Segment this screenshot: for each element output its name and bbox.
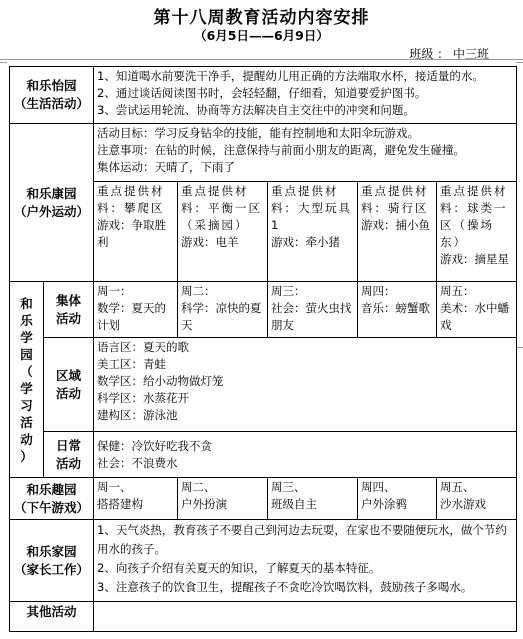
margin-mark — [516, 347, 523, 348]
collective-day — [94, 282, 178, 338]
station-game: 游戏：摘星星 — [440, 252, 510, 266]
station-material: 重点提供材料：大型玩具1 — [271, 184, 353, 232]
station-cell — [94, 182, 178, 282]
home-header — [10, 520, 94, 602]
life-item: 2、通过谈话阅读图书时，会轻轻翻，仔细看，知道要爱护图书。 — [97, 86, 427, 100]
home-type: （家长工作） — [14, 561, 90, 577]
daily-label: 日常活动 — [44, 432, 94, 478]
area-item: 建构区：游泳池 — [97, 408, 178, 422]
row-home — [10, 520, 517, 602]
day-label: 周一、 — [97, 480, 132, 494]
day-label: 周一： — [97, 284, 132, 298]
daily-item: 社会：不浪费水 — [97, 456, 178, 470]
day-activity: 美术：水中蟠戏 — [440, 301, 510, 332]
row-life — [10, 67, 517, 124]
station-game: 游戏：牵小猪 — [271, 235, 341, 249]
station-cell — [437, 182, 517, 282]
home-item: 3、注意孩子的饮食卫生，提醒孩子不贪吃冷饮喝饮料，鼓励孩子多喝水。 — [97, 580, 473, 594]
station-material: 重点提供材料：攀爬区 — [97, 184, 165, 215]
station-game: 游戏：捕小鱼 — [361, 218, 431, 232]
area-item: 语言区：夏天的歌 — [97, 340, 190, 354]
station-cell — [268, 182, 358, 282]
day-label: 周二、 — [181, 480, 216, 494]
day-activity: 班级自主 — [271, 497, 318, 511]
day-label: 周二： — [181, 284, 216, 298]
fun-name: 和乐趣园 — [26, 481, 77, 497]
other-header: 其他活动 — [10, 602, 94, 632]
row-health-top — [10, 124, 517, 182]
other-content — [94, 602, 517, 632]
area-item: 数学区：给小动物做灯笼 — [97, 374, 224, 388]
fun-day — [178, 478, 268, 520]
health-header — [10, 124, 94, 282]
area-item: 科学区：水蒸花开 — [97, 391, 190, 405]
home-name: 和乐家园 — [26, 543, 77, 559]
day-label: 周三、 — [271, 480, 306, 494]
collective-day — [437, 282, 517, 338]
day-label: 周五、 — [440, 480, 475, 494]
fun-type: （下午游戏） — [14, 499, 90, 515]
collective-day — [358, 282, 437, 338]
row-other — [10, 602, 517, 632]
areas-label: 区域活动 — [44, 338, 94, 432]
schedule-table — [9, 66, 517, 632]
fun-day — [358, 478, 437, 520]
collective-label: 集体活动 — [44, 282, 94, 338]
station-game: 游戏：电羊 — [181, 235, 239, 249]
learning-char: 园 — [20, 346, 33, 362]
learning-char: 学 — [20, 380, 33, 396]
day-label: 周五： — [440, 284, 475, 298]
day-activity: 户外扮演 — [181, 497, 228, 511]
life-name: 和乐怡园 — [26, 78, 77, 93]
life-item: 1、知道喝水前要洗干净手，提醒幼儿用正确的方法端取水杯，接适量的水。 — [97, 69, 484, 83]
fun-day — [268, 478, 358, 520]
health-type: （户外运动） — [14, 203, 90, 219]
margin-mark — [0, 62, 7, 63]
day-label: 周四、 — [361, 480, 396, 494]
area-item: 美工区：青蛙 — [97, 357, 167, 371]
day-activity: 社会：萤火虫找朋友 — [271, 301, 352, 332]
health-goal: 活动目标：学习反身钻伞的技能，能有控制地和太阳伞玩游戏。 — [97, 126, 420, 140]
station-cell — [358, 182, 437, 282]
life-item: 3、尝试运用轮流、协商等方法解决自主交往中的冲突和问题。 — [97, 103, 415, 117]
fun-day — [437, 478, 517, 520]
areas-content — [94, 338, 517, 432]
day-activity: 音乐：螃蟹歌 — [361, 301, 431, 315]
collective-day — [178, 282, 268, 338]
margin-mark — [516, 62, 523, 63]
learning-char: （ — [20, 363, 33, 379]
station-material: 重点提供材料：球类一区（操场东） — [440, 184, 508, 249]
health-group: 集体运动：天晴了，下雨了 — [97, 160, 236, 174]
home-content — [94, 520, 517, 602]
daily-content — [94, 432, 517, 478]
top-divider — [0, 59, 523, 60]
health-name: 和乐康园 — [26, 185, 77, 201]
station-game: 游戏：争取胜利 — [97, 218, 167, 249]
day-activity: 搭搭建构 — [97, 497, 144, 511]
health-notice: 注意事项：在钻的时候，注意保持与前面小朋友的距离，避免发生碰撞。 — [97, 143, 466, 157]
page-title: 第十八周教育活动内容安排 — [153, 8, 370, 28]
learning-header — [10, 282, 44, 478]
row-learning-collective — [10, 282, 517, 338]
day-activity: 沙水游戏 — [440, 497, 487, 511]
day-activity: 科学：凉快的夏天 — [181, 301, 262, 332]
learning-char: 和 — [20, 295, 33, 311]
home-item: 1、天气炎热，教育孩子不要自己到河边去玩耍，在家也不要随便玩水，做个节约用水的孩子。 — [97, 523, 507, 556]
fun-day — [94, 478, 178, 520]
learning-char: 学 — [20, 329, 33, 345]
day-label: 周三： — [271, 284, 306, 298]
life-type: （生活活动） — [14, 96, 90, 111]
row-learning-areas — [10, 338, 517, 432]
fun-header — [10, 478, 94, 520]
station-material: 重点提供材料：骑行区 — [361, 184, 429, 215]
day-activity: 数学：夏天的计划 — [97, 301, 167, 332]
learning-char: 习 — [20, 397, 33, 413]
date-range: （6月5日——6月9日） — [194, 28, 329, 43]
learning-char: 活 — [20, 414, 33, 430]
learning-char: 动 — [20, 431, 33, 447]
learning-char: ） — [20, 448, 33, 464]
class-label: 班级 ： 中三班 — [409, 47, 489, 61]
station-material: 重点提供材料：平衡一区（采摘园） — [181, 184, 263, 232]
collective-day — [268, 282, 358, 338]
life-content — [94, 67, 517, 124]
life-header — [10, 67, 94, 124]
day-label: 周四： — [361, 284, 396, 298]
home-item: 2、向孩子介绍有关夏天的知识，了解夏天的基本特征。 — [97, 561, 381, 575]
learning-char: 乐 — [20, 312, 33, 328]
station-cell — [178, 182, 268, 282]
day-activity: 户外涂鸦 — [361, 497, 408, 511]
row-learning-daily — [10, 432, 517, 478]
health-intro — [94, 124, 517, 182]
row-fun — [10, 478, 517, 520]
daily-item: 保健：冷饮好吃我不贪 — [97, 439, 213, 453]
